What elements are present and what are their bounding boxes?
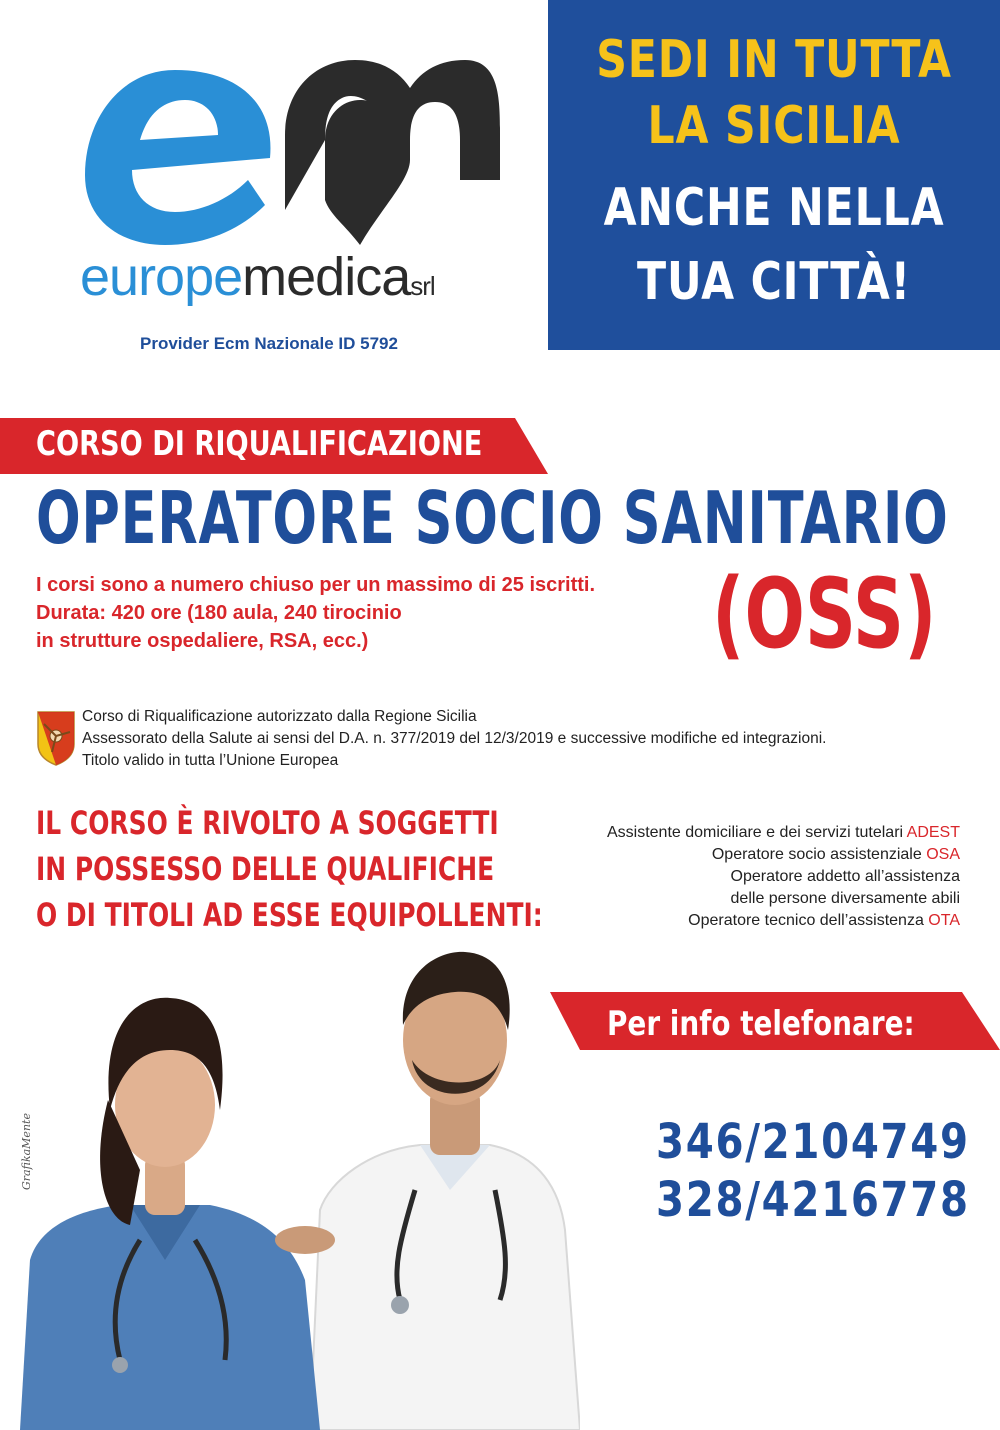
europemedica-logo-icon	[80, 40, 500, 250]
authorization-line: Assessorato della Salute ai sensi del D.A. n. 377/2019 del 12/3/2019 e successive modifiche ed integrazioni.	[82, 730, 827, 747]
logo-word-europe: europe	[80, 247, 243, 307]
course-info	[36, 571, 595, 655]
target-audience	[36, 800, 543, 938]
info-ribbon-label: Per info telefonare:	[607, 1004, 915, 1044]
phone-number-2[interactable]: 328/4216778	[656, 1172, 970, 1228]
logo-word-medica: medica	[242, 247, 411, 307]
course-info-line: I corsi sono a numero chiuso per un massimo di 25 iscritti.	[36, 574, 596, 596]
qualification-item: Operatore socio assistenziale OSA	[711, 846, 960, 863]
audience-line: IN POSSESSO DELLE QUALIFICHE	[36, 850, 495, 888]
authorization-line: Titolo valido in tutta l’Unione Europea	[82, 752, 339, 769]
qualifications-list	[607, 822, 960, 932]
audience-line: IL CORSO È RIVOLTO A SOGGETTI	[36, 804, 499, 842]
provider-id: Provider Ecm Nazionale ID 5792	[140, 334, 398, 353]
course-abbreviation: (OSS)	[712, 558, 937, 670]
panel-line-3: ANCHE NELLA	[603, 178, 945, 238]
logo-word-srl: srl	[410, 271, 435, 301]
logo-wordmark	[80, 247, 435, 307]
locations-panel	[548, 0, 1000, 350]
authorization-line: Corso di Riqualificazione autorizzato dalla Regione Sicilia	[82, 708, 477, 725]
qualification-item: Assistente domiciliare e dei servizi tutelari ADEST	[606, 824, 960, 841]
qualification-item: Operatore addetto all’assistenza	[730, 868, 960, 885]
course-info-line: in strutture ospedaliere, RSA, ecc.)	[36, 630, 369, 652]
authorization-text	[82, 706, 826, 772]
qualification-item: Operatore tecnico dell’assistenza OTA	[688, 912, 960, 929]
course-info-line: Durata: 420 ore (180 aula, 240 tirocinio	[36, 602, 402, 624]
panel-line-2: LA SICILIA	[647, 96, 901, 156]
phone-number-1[interactable]: 346/2104749	[656, 1114, 970, 1170]
course-ribbon-label: CORSO DI RIQUALIFICAZIONE	[36, 424, 483, 464]
qualification-item: delle persone diversamente abili	[730, 890, 960, 907]
healthcare-workers-photo	[20, 940, 580, 1430]
sicily-emblem-icon	[36, 710, 76, 766]
panel-line-4: TUA CITTÀ!	[637, 252, 911, 312]
panel-line-1: SEDI IN TUTTA	[596, 30, 952, 90]
audience-line: O DI TITOLI AD ESSE EQUIPOLLENTI:	[36, 896, 543, 934]
watermark: GrafikaMente	[20, 1113, 33, 1190]
course-title: OPERATORE SOCIO SANITARIO	[36, 476, 949, 560]
